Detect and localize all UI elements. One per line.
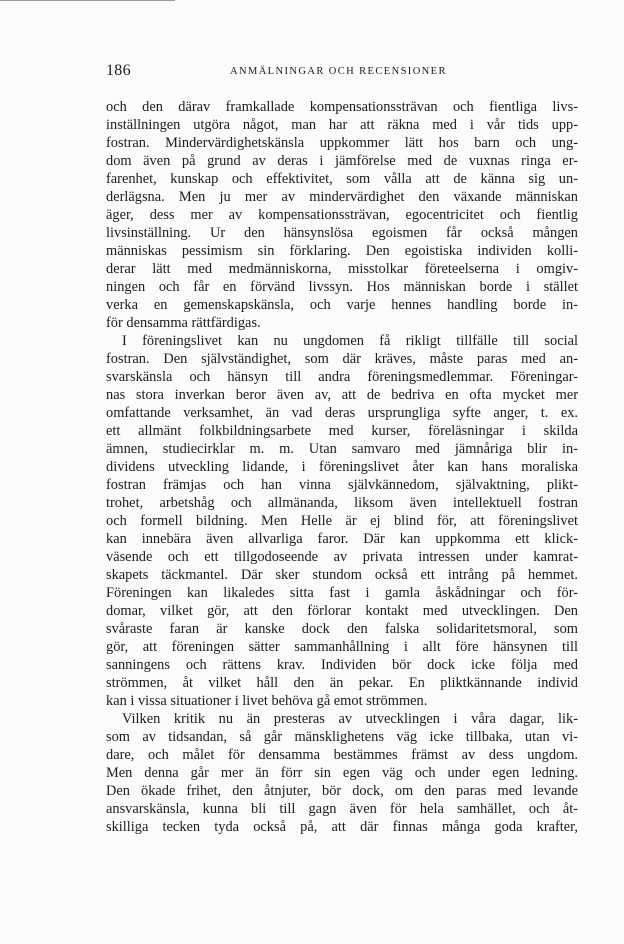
text-line: fostran främjas och han vinna självkännedom, självaktning, plikt- (106, 477, 578, 493)
text-line: livsinställning. Ur den hänsynslösa egoismen får också mången (106, 225, 578, 241)
paragraph-start-line: Vilken kritik nu än presteras av utvecklingen i våra dagar, lik- (122, 711, 578, 727)
running-title: ANMÄLNINGAR OCH RECENSIONER (230, 66, 447, 77)
text-line: fostran. Den självständighet, som där kräves, måste paras med an- (106, 351, 578, 367)
text-line: omfattande verksamhet, än vad deras ursprungliga syfte anger, t. ex. (106, 405, 578, 421)
text-line: svarskänsla och hänsyn till andra föreningsmedlemmar. Föreningar- (106, 369, 578, 385)
text-line: domar, vilket gör, att den förlorar kontakt med utvecklingen. Den (106, 603, 578, 619)
text-line: människas pessimism sin förklaring. Den egoistiska individen kolli- (106, 243, 578, 259)
text-line: dividens utveckling lidande, i föreningslivet åter kan hans moraliska (106, 459, 578, 475)
paragraph-end-line: kan i vissa situationer i livet behöva gå emot strömmen. (106, 693, 428, 709)
scan-edge-line (0, 0, 175, 1)
paragraph-start-line: I föreningslivet kan nu ungdomen få rikligt tillfälle till social (122, 333, 578, 349)
text-line: inställningen utgöra något, man har att räkna med i vår tids upp- (106, 117, 578, 133)
text-line: Föreningen kan likaledes sitta fast i gamla åskådningar och för- (106, 585, 578, 601)
text-line: väsende och ett tillgodoseende av privata intressen under kamrat- (106, 549, 578, 565)
text-line: Men denna går mer än förr sin egen väg och under egen ledning. (106, 765, 578, 781)
page-header (106, 62, 578, 82)
text-line: ningen och får en förvänd livssyn. Hos människan borde i stället (106, 279, 578, 295)
text-line: kan innebära även allvarliga faror. Där kan uppkomma ett klick- (106, 531, 578, 547)
text-line: sanningens och rättens krav. Individen bör dock icke följa med (106, 657, 578, 673)
text-line: ansvarskänsla, kunna bli till gagn även för hela samhället, och åt- (106, 801, 578, 817)
text-line: gör, att föreningen sätter sammanhållning i allt före hänsynen till (106, 639, 578, 655)
text-line: verka en gemenskapskänsla, och varje hennes handling borde in- (106, 297, 578, 313)
text-line: äger, dess mer av kompensationssträvan, egocentricitet och fientlig (106, 207, 578, 223)
text-line: derlägsna. Men ju mer av mindervärdighet den växande människan (106, 189, 578, 205)
text-line: ett allmänt folkbildningsarbete med kurser, föreläsningar i skilda (106, 423, 578, 439)
page-number: 186 (106, 62, 131, 79)
body-text (106, 98, 578, 836)
text-line: derar lätt med medmänniskorna, misstolkar företeelserna i omgiv- (106, 261, 578, 277)
text-line: och den därav framkallade kompensationssträvan och fientliga livs- (106, 99, 578, 115)
text-line: strömmen, åt vilket håll den än pekar. En pliktkännande individ (106, 675, 578, 691)
text-line: fostran. Mindervärdighetskänsla uppkommer lätt hos barn och ung- (106, 135, 578, 151)
text-line: nas stora inverkan beror även av, att de bedriva en ofta mycket mer (106, 387, 578, 403)
text-line: skilliga tecken tyda också på, att där finnas många goda krafter, (106, 819, 578, 835)
text-line: Den ökade frihet, den åtnjuter, bör dock, om den paras med levande (106, 783, 578, 799)
text-line: som av tidsandan, så går mänsklighetens väg icke tillbaka, utan vi- (106, 729, 578, 745)
text-line: dare, och målet för densamma bestämmes främst av dess ungdom. (106, 747, 578, 763)
text-line: skapets täckmantel. Där sker stundom också ett intrång på hemmet. (106, 567, 578, 583)
text-line: ämnen, studiecirklar m. m. Utan samvaro med jämnåriga blir in- (106, 441, 578, 457)
text-line: dom även på grund av deras i jämförelse med de vuxnas ringa er- (106, 153, 578, 169)
text-line: trohet, arbetshåg och allmänanda, liksom även intellektuell fostran (106, 495, 578, 511)
text-line: farenhet, kunskap och effektivitet, som vålla att de känna sig un- (106, 171, 578, 187)
text-line: och formell bildning. Men Helle är ej blind för, att föreningslivet (106, 513, 578, 529)
paragraph-end-line: för densamma rättfärdigas. (106, 315, 261, 331)
text-line: svåraste faran är kanske dock den falska solidaritetsmoral, som (106, 621, 578, 637)
